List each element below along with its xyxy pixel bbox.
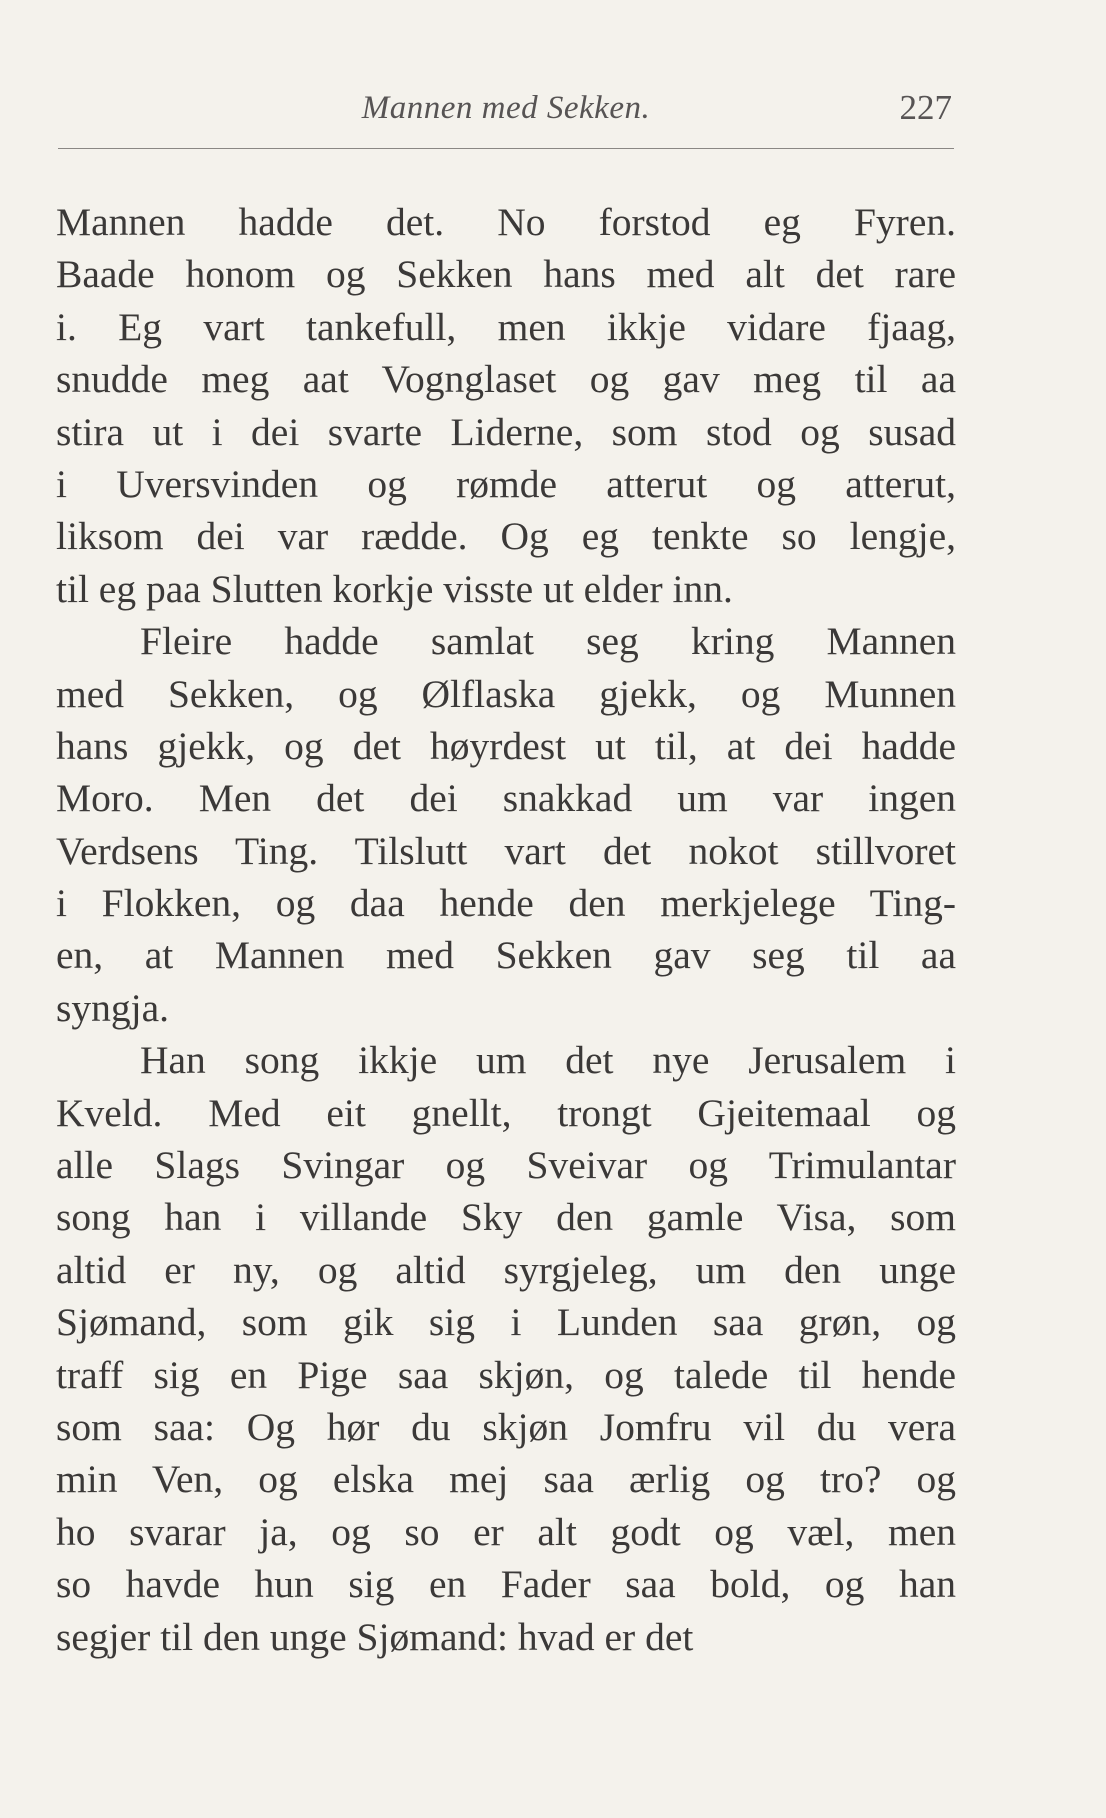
text-line: traff sig en Pige saa skjøn, og talede til hende <box>56 1352 956 1397</box>
text-line: liksom dei var rædde. Og eg tenkte so lengje, <box>56 514 956 559</box>
text-line: Sjømand, som gik sig i Lunden saa grøn, og <box>56 1300 956 1345</box>
paragraph <box>56 615 956 1034</box>
paragraph <box>56 1034 956 1663</box>
text-line: song han i villande Sky den gamle Visa, som <box>56 1195 956 1240</box>
text-line: ho svarar ja, og so er alt godt og væl, men <box>56 1509 956 1554</box>
text-line: i Flokken, og daa hende den merkjelege Ting- <box>56 881 956 926</box>
text-line: Moro. Men det dei snakkad um var ingen <box>56 776 956 821</box>
paragraph <box>56 196 956 615</box>
text-line: Han song ikkje um det nye Jerusalem i <box>140 1038 956 1083</box>
text-line: Mannen hadde det. No forstod eg Fyren. <box>56 200 956 244</box>
text-line: med Sekken, og Ølflaska gjekk, og Munnen <box>56 671 956 716</box>
body-text <box>56 196 956 1663</box>
text-line: syngja. <box>56 985 170 1030</box>
text-line: en, at Mannen med Sekken gav seg til aa <box>56 933 956 978</box>
text-line: min Ven, og elska mej saa ærlig og tro? og <box>56 1457 956 1502</box>
header-rule <box>58 148 954 149</box>
text-line: hans gjekk, og det høyrdest ut til, at dei hadde <box>56 723 956 768</box>
text-line: alle Slags Svingar og Sveivar og Trimulantar <box>56 1143 956 1188</box>
text-line: so havde hun sig en Fader saa bold, og han <box>56 1562 956 1607</box>
text-line: i Uversvinden og rømde atterut og atterut, <box>56 461 956 506</box>
text-line: til eg paa Slutten korkje visste ut elder inn. <box>56 566 733 611</box>
text-line: Verdsens Ting. Tilslutt vart det nokot stillvoret <box>56 828 956 873</box>
running-head <box>58 84 954 144</box>
text-line: snudde meg aat Vognglaset og gav meg til aa <box>56 357 956 402</box>
text-line: altid er ny, og altid syrgjeleg, um den unge <box>56 1247 956 1292</box>
text-line: stira ut i dei svarte Liderne, som stod og susad <box>56 409 956 454</box>
text-line: i. Eg vart tankefull, men ikkje vidare fjaag, <box>56 304 956 349</box>
text-line: Fleire hadde samlat seg kring Mannen <box>140 619 956 664</box>
text-line: Kveld. Med eit gnellt, trongt Gjeitemaal og <box>56 1090 956 1135</box>
text-line: som saa: Og hør du skjøn Jomfru vil du vera <box>56 1404 956 1449</box>
text-line: Baade honom og Sekken hans med alt det rare <box>56 252 956 297</box>
page-number: 227 <box>899 88 952 127</box>
running-title: Mannen med Sekken. <box>361 90 651 126</box>
text-line: segjer til den unge Sjømand: hvad er det <box>56 1614 694 1659</box>
